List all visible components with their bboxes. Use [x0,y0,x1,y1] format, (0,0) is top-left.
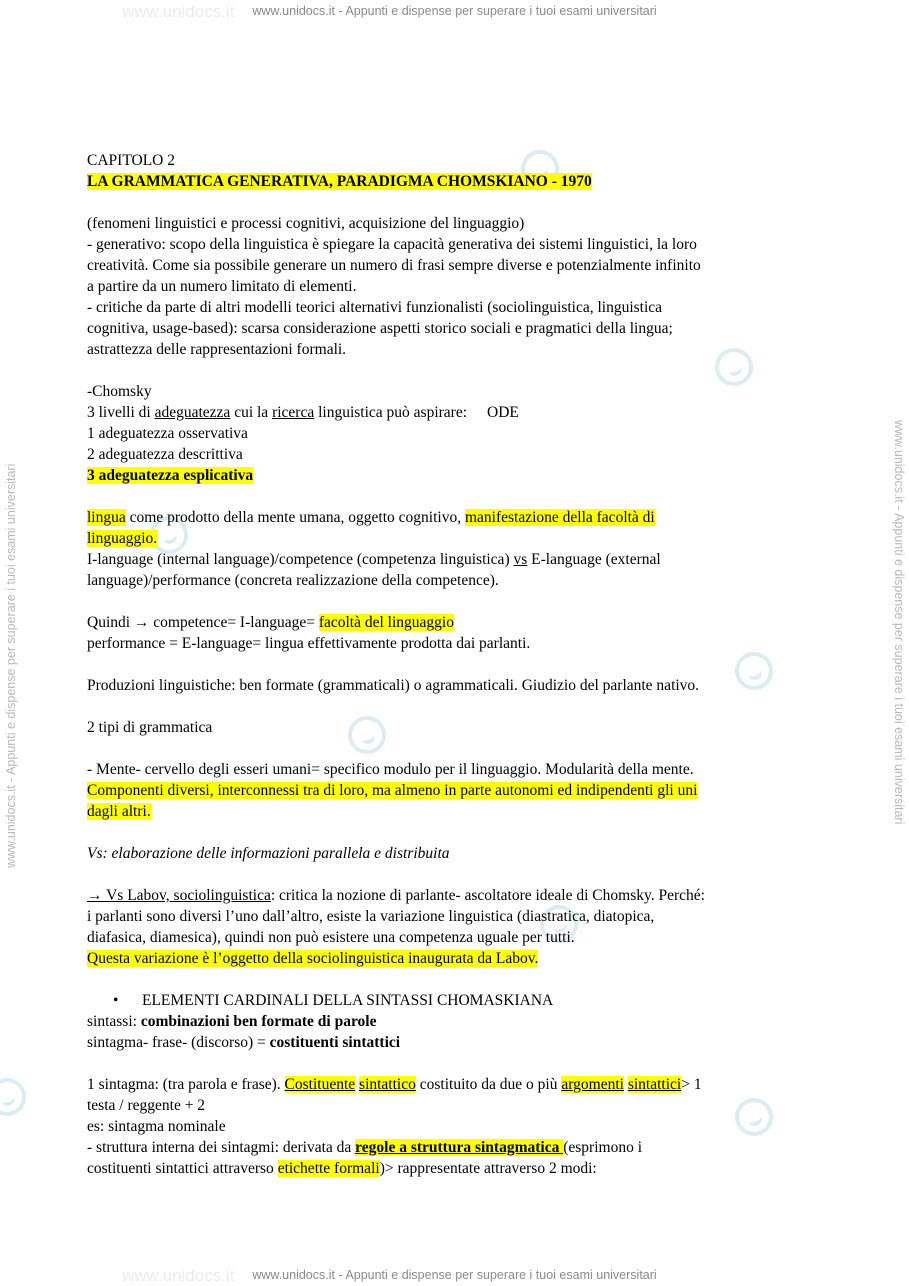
watermark-faint-bottom: www.unidocs.it [122,1266,235,1285]
level-item: 1 adeguatezza osservativa [87,425,248,442]
labov-line-2: i parlanti sono diversi l’uno dall’altro, esiste la variazione linguistica (diastratica, diatopica, [87,908,655,925]
bullet-item: • ELEMENTI CARDINALI DELLA SINTASSI CHOMASKIANA [113,992,554,1009]
paragraph-line: cognitiva, usage-based): scarsa considerazione aspetti storico sociali e pragmatici della lingua; [87,320,673,337]
paragraph-line: creatività. Come sia possibile generare un numero di frasi sempre diverse e potenzialmente infinito [87,257,701,274]
ilanguage-line-2: language)/performance (concreta realizzazione della competence). [87,572,499,589]
struttura-line: - struttura interna dei sintagmi: derivata da regole a struttura sintagmatica (esprimono i [87,1139,642,1156]
chomsky-label: -Chomsky [87,383,152,400]
watermark-faint-top: www.unidocs.it [122,2,235,21]
testa-line: testa / reggente + 2 [87,1097,206,1114]
mente-highlight: Componenti diversi, interconnessi tra di loro, ma almeno in parte autonomi ed indipendenti gli uni [87,782,698,799]
paragraph-line: astrattezza delle rappresentazioni formali. [87,341,347,358]
paragraph-line: a partire da un numero limitato di elementi. [87,278,357,295]
vs-line: Vs: elaborazione delle informazioni parallela e distribuita [87,845,450,862]
quindi-line: Quindi → competence= I-language= facoltà del linguaggio [87,614,454,631]
level-item: 2 adeguatezza descrittiva [87,446,243,463]
paragraph-line: (fenomeni linguistici e processi cognitivi, acquisizione del linguaggio) [87,215,525,232]
labov-line-3: diafasica, diamesica), quindi non può esistere una competenza uguale per tutti. [87,929,575,946]
struttura-line-2: costituenti sintattici attraverso etichette formali)> rappresentate attraverso 2 modi: [87,1160,597,1177]
chapter-label: CAPITOLO 2 [87,152,175,169]
lingua-line: lingua come prodotto della mente umana, oggetto cognitivo, manifestazione della facoltà di [87,509,655,526]
sintagma-line: sintagma- frase- (discorso) = costituenti sintattici [87,1034,401,1051]
mente-line: - Mente- cervello degli esseri umani= specifico modulo per il linguaggio. Modularità della mente. [87,761,694,778]
watermark-logo-icon [0,1073,31,1122]
tipi-line: 2 tipi di grammatica [87,719,213,736]
paragraph-line: - critiche da parte di altri modelli teorici alternativi funzionalisti (sociolinguistica, linguistica [87,299,663,316]
levels-line: 3 livelli di adeguatezza cui la ricerca linguistica può aspirare: ODE [87,404,519,421]
sintassi-line: sintassi: combinazioni ben formate di parole [87,1013,377,1030]
chapter-title: LA GRAMMATICA GENERATIVA, PARADIGMA CHOMSKIANO - 1970 [87,173,592,190]
labov-highlight: Questa variazione è l’oggetto della sociolinguistica inaugurata da Labov. [87,950,539,967]
ilanguage-line: I-language (internal language)/competence (competenza linguistica) vs E-language (external [87,551,661,568]
sintagma-definition-line: 1 sintagma: (tra parola e frase). Costituente sintattico costituito da due o più argomenti sintattici> 1 [87,1076,702,1093]
labov-line: → Vs Labov, sociolinguistica: critica la nozione di parlante- ascoltatore ideale di Chomsky. Perché: [87,887,705,904]
lingua-line-2: linguaggio. [87,530,158,547]
produzioni-line: Produzioni linguistiche: ben formate (grammaticali) o agrammaticali. Giudizio del parlante nativo. [87,677,700,694]
paragraph-line: - generativo: scopo della linguistica è spiegare la capacità generativa dei sistemi linguistici, la loro [87,236,697,253]
performance-line: performance = E-language= lingua effettivamente prodotta dai parlanti. [87,635,531,652]
watermark-top: www.unidocs.it - Appunti e dispense per superare i tuoi esami universitari [252,4,657,18]
watermark-bottom: www.unidocs.it - Appunti e dispense per superare i tuoi esami universitari [252,1268,657,1282]
mente-highlight-2: dagli altri. [87,803,151,820]
watermark-right: www.unidocs.it - Appunti e dispense per superare i tuoi esami universitari [892,420,906,825]
ode-label: ODE [487,404,519,421]
bullet-icon: • [113,992,119,1009]
level-item-highlight: 3 adeguatezza esplicativa [87,467,254,484]
watermark-left: www.unidocs.it - Appunti e dispense per superare i tuoi esami universitari [4,463,18,868]
example-line: es: sintagma nominale [87,1118,226,1135]
document-body [87,150,827,1179]
